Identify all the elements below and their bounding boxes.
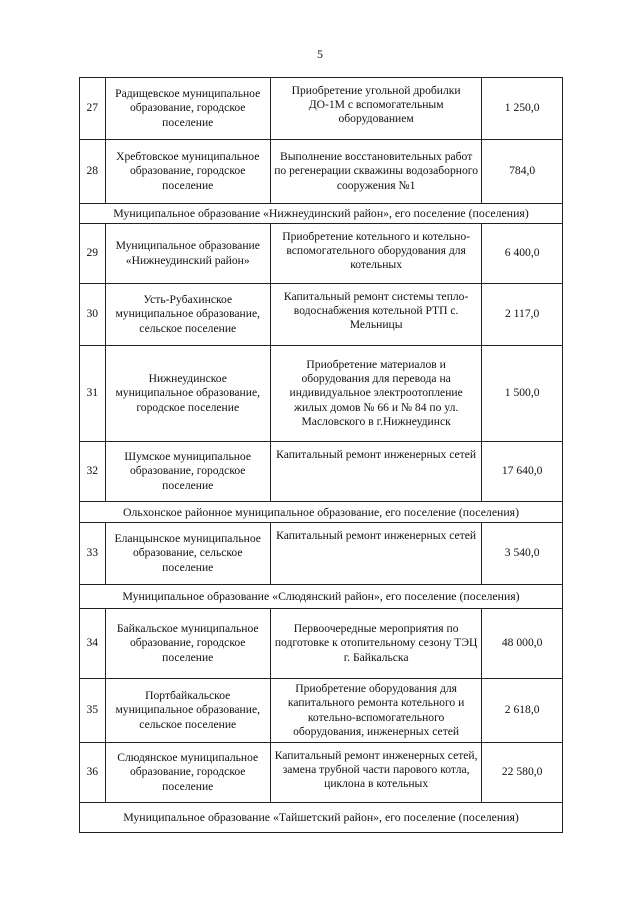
table-row (80, 284, 563, 346)
table-row (80, 140, 563, 204)
amount-cell: 1 250,0 (482, 78, 563, 140)
work-description-cell: Капитальный ремонт инженерных сетей (270, 523, 481, 585)
table-row (80, 609, 563, 679)
table-row (80, 743, 563, 803)
funding-table (79, 77, 563, 833)
amount-cell: 1 500,0 (482, 346, 563, 442)
section-row (80, 803, 563, 833)
page-number: 5 (317, 47, 323, 61)
section-heading: Муниципальное образование «Нижнеудинский район», его поселение (поселения) (80, 204, 563, 224)
organization-cell: Хребтовское муниципальное образование, городское поселение (105, 140, 270, 204)
table-row (80, 442, 563, 502)
table-row (80, 224, 563, 284)
section-row (80, 204, 563, 224)
organization-cell: Нижнеудинское муниципальное образование, городское поселение (105, 346, 270, 442)
amount-cell: 2 117,0 (482, 284, 563, 346)
organization-cell: Муниципальное образование «Нижнеудинский район» (105, 224, 270, 284)
work-description-cell: Капитальный ремонт инженерных сетей (270, 442, 481, 502)
row-number: 33 (80, 523, 106, 585)
row-number: 35 (80, 679, 106, 743)
organization-cell: Байкальское муниципальное образование, городское поселение (105, 609, 270, 679)
work-description-cell: Выполнение восстановительных работ по регенерации скважины водозаборного сооружения №1 (270, 140, 481, 204)
amount-cell: 784,0 (482, 140, 563, 204)
row-number: 27 (80, 78, 106, 140)
amount-cell: 17 640,0 (482, 442, 563, 502)
row-number: 32 (80, 442, 106, 502)
section-heading: Ольхонское районное муниципальное образование, его поселение (поселения) (80, 502, 563, 523)
work-description-cell: Первоочередные мероприятия по подготовке к отопительному сезону ТЭЦ г. Байкальска (270, 609, 481, 679)
row-number: 34 (80, 609, 106, 679)
organization-cell: Усть-Рубахинское муниципальное образование, сельское поселение (105, 284, 270, 346)
section-row (80, 502, 563, 523)
organization-cell: Еланцынское муниципальное образование, сельское поселение (105, 523, 270, 585)
row-number: 30 (80, 284, 106, 346)
work-description-cell: Приобретение котельного и котельно-вспомогательного оборудования для котельных (270, 224, 481, 284)
section-heading: Муниципальное образование «Тайшетский район», его поселение (поселения) (80, 803, 563, 833)
row-number: 31 (80, 346, 106, 442)
table-row (80, 523, 563, 585)
table-row (80, 78, 563, 140)
amount-cell: 3 540,0 (482, 523, 563, 585)
work-description-cell: Приобретение оборудования для капитального ремонта котельного и котельно-вспомогательного оборудования, инженерных сетей (270, 679, 481, 743)
organization-cell: Портбайкальское муниципальное образование, сельское поселение (105, 679, 270, 743)
table-row (80, 346, 563, 442)
amount-cell: 6 400,0 (482, 224, 563, 284)
table-row (80, 679, 563, 743)
amount-cell: 2 618,0 (482, 679, 563, 743)
section-heading: Муниципальное образование «Слюдянский район», его поселение (поселения) (80, 585, 563, 609)
work-description-cell: Приобретение материалов и оборудования для перевода на индивидуальное электроотопление жилых домов № 66 и № 84 по ул. Масловского в г.Нижнеудинск (270, 346, 481, 442)
organization-cell: Радищевское муниципальное образование, городское поселение (105, 78, 270, 140)
organization-cell: Шумское муниципальное образование, городское поселение (105, 442, 270, 502)
amount-cell: 48 000,0 (482, 609, 563, 679)
row-number: 36 (80, 743, 106, 803)
work-description-cell: Приобретение угольной дробилки ДО-1М с вспомогательным оборудованием (270, 78, 481, 140)
section-row (80, 585, 563, 609)
row-number: 29 (80, 224, 106, 284)
amount-cell: 22 580,0 (482, 743, 563, 803)
organization-cell: Слюдянское муниципальное образование, городское поселение (105, 743, 270, 803)
row-number: 28 (80, 140, 106, 204)
work-description-cell: Капитальный ремонт инженерных сетей, замена трубной части парового котла, циклона в котельных (270, 743, 481, 803)
work-description-cell: Капитальный ремонт системы тепло-водоснабжения котельной РТП с. Мельницы (270, 284, 481, 346)
